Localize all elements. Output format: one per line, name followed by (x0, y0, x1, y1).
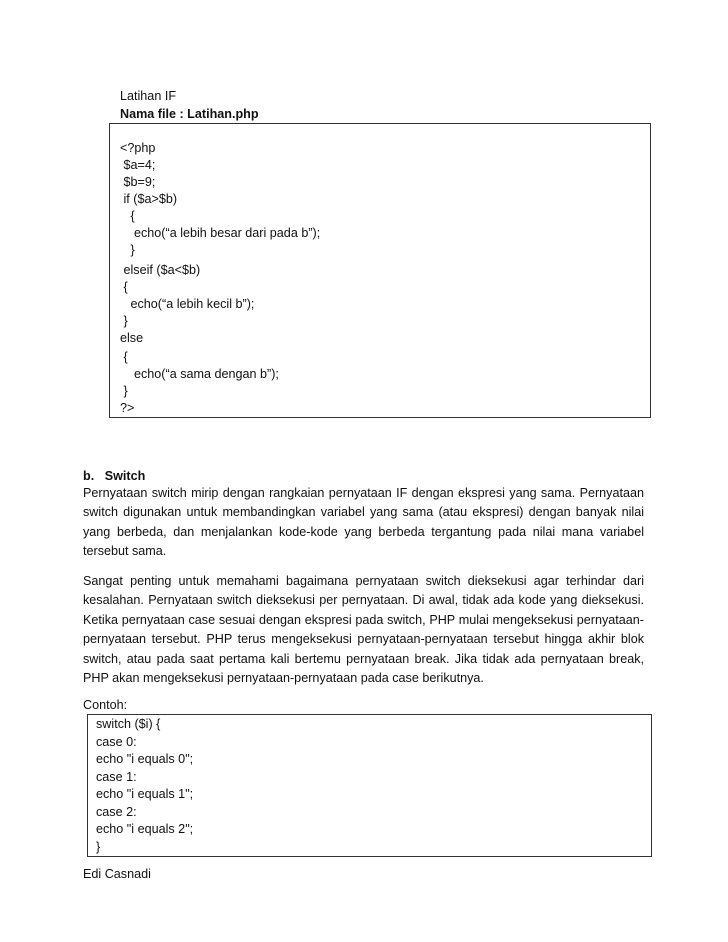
code-line: case 0: (96, 735, 137, 749)
paragraph: Sangat penting untuk memahami bagaimana pernyataan switch dieksekusi agar terhindar dari kesalahan. Pernyataan switch dieksekusi per pernyataan. Di awal, tidak ada kode yang dieksekusi. Ketika pernyataan case sesuai dengan ekspresi pada switch, PHP mulai mengeksekusi pernyataan-pernyataan tersebut. PHP terus mengeksekusi pernyataan-pernyataan tersebut hingga akhir blok switch, atau pada saat pertama kali bertemu pernyataan break. Jika tidak ada pernyataan break, PHP akan mengeksekusi pernyataan-pernyataan pada case berikutnya. (83, 574, 644, 686)
code-line: else (120, 331, 144, 345)
paragraph: Pernyataan switch mirip dengan rangkaian pernyataan IF dengan ekspresi yang sama. Pernyataan switch digunakan untuk membandingkan variabel yang sama (atau ekspresi) dengan banyak nilai yang berbeda, dan menjalankan kode-kode yang berbeda tergantung pada nilai mana variabel tersebut sama. (83, 486, 644, 559)
footer-author: Edi Casnadi (83, 867, 151, 881)
code-line: { (120, 280, 128, 294)
code-line: } (96, 840, 101, 854)
code-block-if (109, 123, 651, 418)
code-line: echo(“a sama dengan b”); (120, 367, 279, 381)
exercise-title: Latihan IF (120, 89, 177, 103)
code-line: } (120, 314, 128, 328)
code-line: $a=4; (120, 158, 156, 172)
code-line: case 2: (96, 805, 137, 819)
code-line: echo(“a lebih kecil b”); (120, 297, 255, 311)
code-block-switch (87, 714, 652, 857)
code-line: echo(“a lebih besar dari pada b”); (120, 226, 321, 240)
code-line: echo "i equals 1"; (96, 787, 194, 801)
code-line: } (120, 384, 128, 398)
code-line: if ($a>$b) (120, 192, 178, 206)
code-line: } (120, 243, 135, 257)
code-line: echo "i equals 0"; (96, 752, 194, 766)
exercise-filename: Nama file : Latihan.php (120, 107, 259, 121)
code-line: elseif ($a<$b) (120, 263, 201, 277)
code-line: { (120, 209, 135, 223)
code-line: case 1: (96, 770, 137, 784)
code-line: switch ($i) { (96, 717, 161, 731)
code-line: $b=9; (120, 175, 156, 189)
code-line: ?> (120, 401, 135, 415)
code-line: echo "i equals 2"; (96, 822, 194, 836)
section-heading: b. Switch (83, 469, 146, 483)
code-line: <?php (120, 141, 156, 155)
example-label: Contoh: (83, 698, 128, 712)
code-line: { (120, 350, 128, 364)
